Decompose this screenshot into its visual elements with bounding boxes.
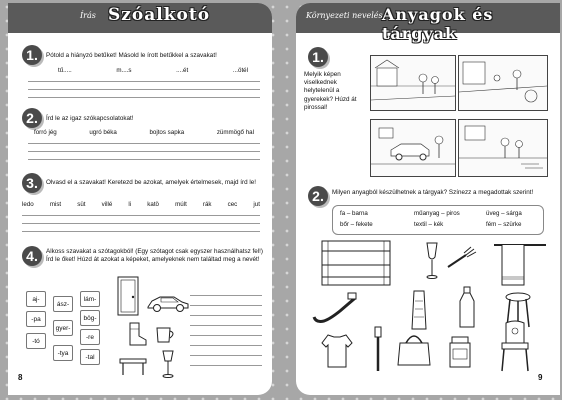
syllable-card[interactable]: -pa	[26, 311, 46, 327]
exercise-1-words	[58, 67, 248, 74]
word[interactable]: li	[128, 201, 132, 208]
word[interactable]: katö	[147, 201, 159, 208]
writing-line[interactable]	[28, 81, 260, 82]
belt-icon[interactable]	[310, 291, 358, 327]
material-plastic: műanyag – piros	[414, 210, 460, 217]
page-number: 9	[538, 373, 543, 382]
word[interactable]: ledo	[22, 201, 34, 208]
syllable-card[interactable]: -re	[80, 329, 100, 345]
writing-line[interactable]	[22, 231, 260, 232]
exercise-2-number: 2.	[308, 186, 328, 206]
exercise-3-number: 3.	[22, 173, 42, 193]
table-icon[interactable]	[118, 355, 148, 377]
exercise-1-instruction: Melyik képen viselkednek helytelenül a gyerekek? Húzd át pirossal!	[304, 71, 357, 111]
scene-picture-1[interactable]	[370, 55, 456, 111]
phrase-2: ugró béka	[89, 129, 117, 136]
material-leather: bőr – fekete	[340, 221, 373, 228]
word-4: ...ötél	[232, 67, 248, 74]
shelf-icon[interactable]	[318, 239, 394, 287]
syllable-card[interactable]: -tó	[26, 333, 46, 349]
exercise-2-instruction: Írd le az igaz szókapcsolatokat!	[46, 115, 134, 122]
writing-line[interactable]	[190, 345, 262, 346]
phrase-3: bojtos sapka	[149, 129, 185, 136]
writing-line[interactable]	[22, 223, 260, 224]
writing-line[interactable]	[28, 143, 260, 144]
right-title-prefix: Környezeti nevelés	[306, 11, 383, 20]
towel-icon[interactable]	[494, 239, 546, 289]
exercise-1-number: 1.	[308, 47, 328, 67]
word-2: m....s	[116, 67, 132, 74]
material-glass: üveg – sárga	[486, 210, 522, 217]
car-icon[interactable]	[146, 293, 190, 313]
toothbrush-icon[interactable]	[370, 325, 386, 373]
word[interactable]: villé	[101, 201, 113, 208]
writing-line[interactable]	[22, 215, 260, 216]
exercise-4-instruction: Alkoss szavakat a szótagokból! (Egy szótagot csak egyszer használhatsz fel!) Írd le őket! Húzd át azokat a képeket, amelyeknek nem találtad meg a nevét!	[46, 248, 263, 264]
syllable-card[interactable]: -tal	[80, 349, 100, 365]
writing-line[interactable]	[28, 159, 260, 160]
door-icon[interactable]	[116, 275, 142, 317]
material-metal: fém – szürke	[486, 221, 522, 228]
word[interactable]: múlt	[175, 201, 187, 208]
grater-icon[interactable]	[408, 289, 430, 331]
right-title: Anyagok és tárgyak	[382, 5, 494, 43]
material-wood: fa – barna	[340, 210, 368, 217]
exercise-2-words	[34, 129, 254, 136]
bottle-icon[interactable]	[456, 285, 478, 329]
writing-line[interactable]	[190, 365, 262, 366]
scene-picture-3[interactable]	[370, 119, 456, 177]
exercise-2-instruction: Milyen anyagból készülhetnek a tárgyak? Színezz a megadottak szerint!	[332, 189, 534, 196]
exercise-2-number: 2.	[22, 108, 42, 128]
syllable-card[interactable]: lám-	[80, 291, 100, 307]
page-number: 8	[18, 373, 23, 382]
word[interactable]: mist	[49, 201, 62, 208]
handbag-icon[interactable]	[396, 329, 432, 367]
writing-line[interactable]	[190, 335, 262, 336]
word[interactable]: süt	[77, 201, 86, 208]
word[interactable]: rák	[202, 201, 212, 208]
exercise-3-words	[22, 201, 260, 208]
left-title-prefix: Írás	[80, 11, 96, 20]
shirt-icon[interactable]	[318, 333, 356, 369]
material-textile: textil – kék	[414, 221, 444, 228]
chair-icon[interactable]	[496, 321, 534, 373]
right-page	[296, 3, 560, 395]
scene-picture-2[interactable]	[458, 55, 548, 111]
syllable-card[interactable]: aj-	[26, 291, 46, 307]
word-1: tű.....	[58, 67, 72, 74]
writing-line[interactable]	[190, 305, 262, 306]
exercise-1-instruction: Pótold a hiányzó betűket! Másold le írott betűkkel a szavakat!	[46, 52, 217, 59]
exercise-3-instruction: Olvasd el a szavakat! Keretezd be azokat, amelyek értelmesek, majd írd le!	[46, 179, 256, 186]
jar-icon[interactable]	[446, 335, 474, 369]
syllable-card[interactable]: bög-	[80, 310, 100, 326]
phrase-1: forró jég	[34, 129, 57, 136]
exercise-1-number: 1.	[22, 45, 42, 65]
word-3: ....ét	[176, 67, 189, 74]
word[interactable]: jut	[253, 201, 260, 208]
writing-line[interactable]	[190, 325, 262, 326]
cup-icon[interactable]	[154, 325, 178, 345]
exercise-4-number: 4.	[22, 246, 42, 266]
syllable-card[interactable]: ász-	[53, 296, 73, 312]
syllable-card[interactable]: gyer-	[53, 320, 73, 336]
fork-icon[interactable]	[446, 247, 478, 271]
writing-line[interactable]	[190, 355, 262, 356]
scene-picture-4[interactable]	[458, 119, 548, 177]
writing-line[interactable]	[28, 151, 260, 152]
writing-line[interactable]	[28, 89, 260, 90]
wine-glass-icon[interactable]	[424, 241, 440, 281]
left-title: Szóalkotó	[108, 5, 211, 25]
word[interactable]: cec	[227, 201, 238, 208]
left-page	[8, 3, 272, 395]
writing-line[interactable]	[190, 315, 262, 316]
syllable-card[interactable]: -tya	[53, 345, 73, 361]
writing-line[interactable]	[190, 295, 262, 296]
writing-line[interactable]	[28, 97, 260, 98]
phrase-4: zümmögő hal	[216, 129, 254, 136]
boot-icon[interactable]	[126, 321, 148, 347]
lamp-icon[interactable]	[160, 349, 176, 379]
